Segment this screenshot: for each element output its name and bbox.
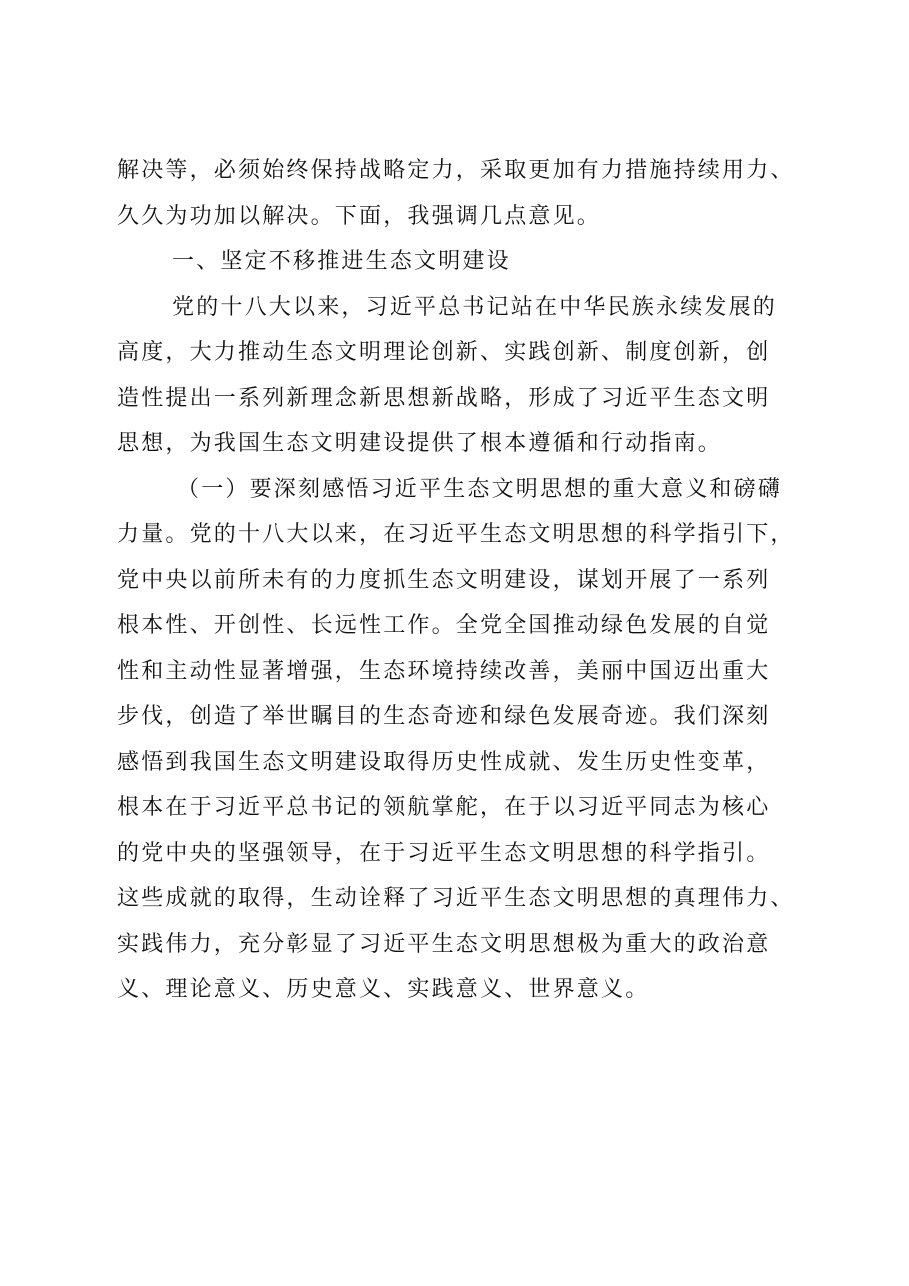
text-line: 造性提出一系列新理念新思想新战略，形成了习近平生态文明 (117, 385, 771, 411)
text-line: 力量。党的十八大以来，在习近平生态文明思想的科学指引下， (117, 522, 795, 547)
text-line: 性和主动性显著增强，生态环境持续改善，美丽中国迈出重大 (117, 658, 771, 684)
text-line: 根本性、开创性、长远性工作。全党全国推动绿色发展的自觉 (117, 613, 771, 638)
text-line: 义、理论意义、历史意义、实践意义、世界意义。 (117, 977, 650, 1002)
text-line: 解决等，必须始终保持战略定力，采取更加有力措施持续用力、 (117, 158, 795, 183)
text-line: 步伐，创造了举世瞩目的生态奇迹和绿色发展奇迹。我们深刻 (117, 704, 771, 729)
text-line: 的党中央的坚强领导，在于习近平生态文明思想的科学指引。 (117, 840, 771, 866)
section-heading: 一、坚定不移推进生态文明建设 (172, 249, 511, 274)
text-line: 根本在于习近平总书记的领航掌舵，在于以习近平同志为核心 (117, 795, 771, 820)
text-line: 感悟到我国生态文明建设取得历史性成就、发生历史性变革， (117, 749, 771, 775)
text-line: 党的十八大以来，习近平总书记站在中华民族永续发展的 (172, 294, 778, 320)
text-line: 高度，大力推动生态文明理论创新、实践创新、制度创新，创 (117, 340, 771, 365)
text-line: 这些成就的取得，生动诠释了习近平生态文明思想的真理伟力、 (117, 886, 795, 911)
text-line: 思想，为我国生态文明建设提供了根本遵循和行动指南。 (117, 431, 723, 456)
text-line: 党中央以前所未有的力度抓生态文明建设，谋划开展了一系列 (117, 567, 771, 593)
document-body (117, 148, 807, 1013)
text-line: 久久为功加以解决。下面，我强调几点意见。 (117, 203, 602, 229)
text-line: 实践伟力，充分彰显了习近平生态文明思想极为重大的政治意 (117, 931, 771, 957)
subsection-line: （一）要深刻感悟习近平生态文明思想的重大意义和磅礴 (177, 476, 783, 502)
